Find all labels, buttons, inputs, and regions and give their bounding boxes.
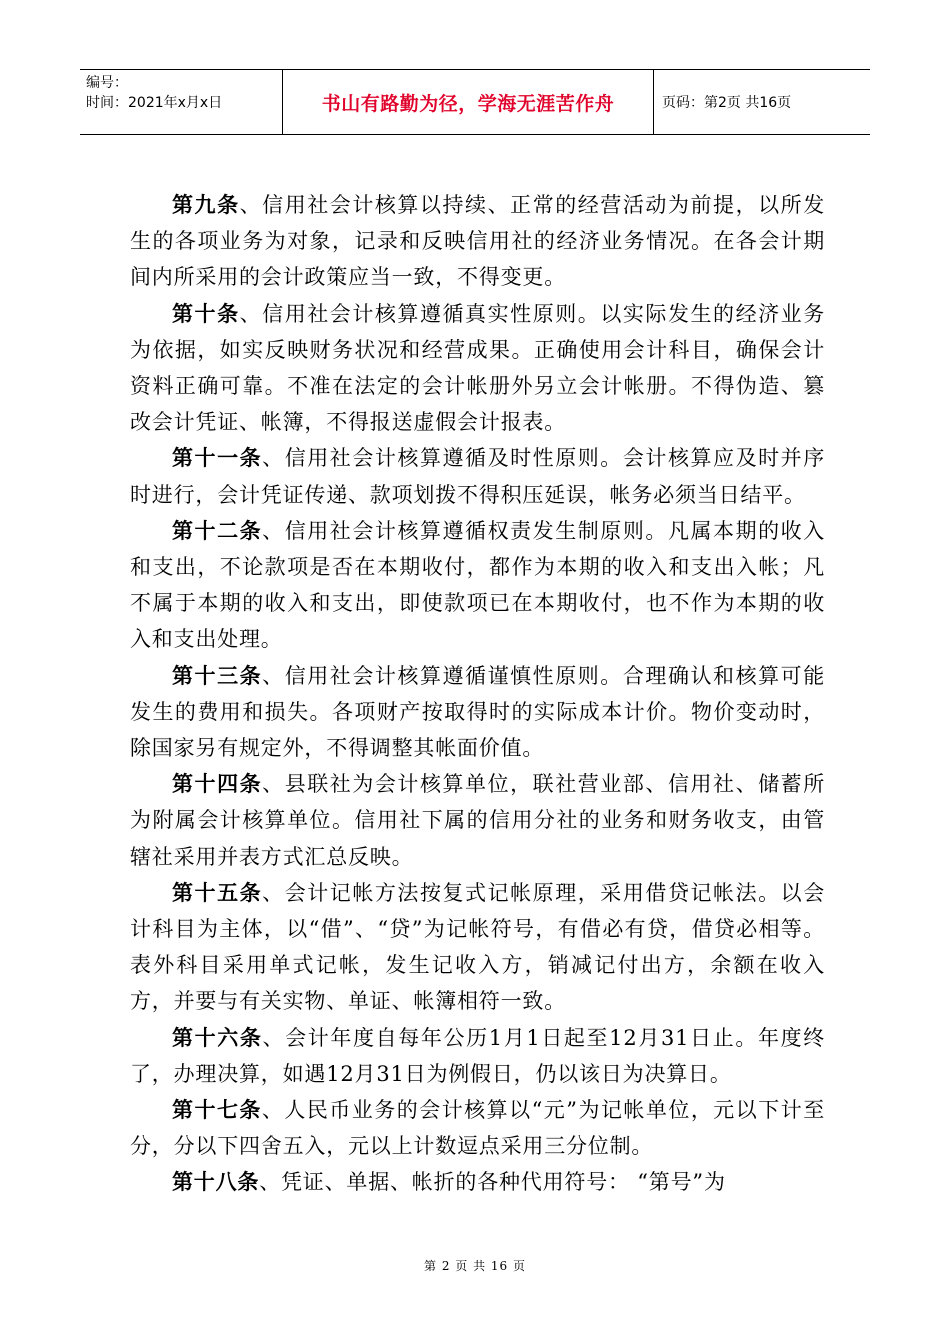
article-title: 第十八条 xyxy=(172,1169,260,1195)
article-text: 、信用社会计核算以持续、正常的经营活动为前提，以所发生的各项业务为对象，记录和反映信用社的经济业务情况。在各会计期间内所采用的会计政策应当一致，不得变更。 xyxy=(130,193,825,290)
article-title: 第十三条 xyxy=(172,662,263,688)
article-title: 第十二条 xyxy=(172,517,263,543)
article-text: 、信用社会计核算遵循谨慎性原则。合理确认和核算可能发生的费用和损失。各项财产按取得时的实际成本计价。物价变动时，除国家另有规定外，不得调整其帐面价值。 xyxy=(130,663,825,761)
article-text: 、会计年度自每年公历1月1日起至12月31日止。年度终了，办理决算，如遇12月31日为例假日，仍以该日为决算日。 xyxy=(130,1025,826,1086)
page-footer: 第 2 页 共 16 页 xyxy=(424,1259,526,1273)
page-header xyxy=(80,69,870,135)
article-text: 、信用社会计核算遵循真实性原则。以实际发生的经济业务为依据，如实反映财务状况和经营成果。正确使用会计科目，确保会计资料正确可靠。不准在法定的会计帐册外另立会计帐册。不得伪造、篡改会计凭证、帐簿，不得报送虚假会计报表。 xyxy=(130,301,825,435)
article-paragraph xyxy=(130,513,825,658)
article-title: 第九条 xyxy=(172,192,240,217)
article-paragraph xyxy=(130,1020,825,1092)
article-text: 、会计记帐方法按复式记帐原理，采用借贷记帐法。以会计科目为主体，以“借”、“贷”为记帐符号，有借必有贷，借贷必相等。表外科目采用单式记帐，发生记收入方，销减记付出方，余额在收入方，并要与有关实物、单证、帐簿相符一致。 xyxy=(130,880,825,1014)
article-text: 、县联社为会计核算单位，联社营业部、信用社、储蓄所为附属会计核算单位。信用社下属的信用分社的业务和财务收支，由管辖社采用并表方式汇总反映。 xyxy=(130,772,825,869)
article-text: 、信用社会计核算遵循及时性原则。会计核算应及时并序时进行，会计凭证传递、款项划拨不得积压延误，帐务必须当日结平。 xyxy=(130,446,825,507)
article-paragraph xyxy=(130,440,825,512)
article-paragraph xyxy=(130,1092,825,1164)
article-paragraph xyxy=(130,296,825,441)
header-meta xyxy=(80,70,283,134)
document-date: 时间：2021年x月x日 xyxy=(86,95,223,111)
article-title: 第十六条 xyxy=(172,1024,263,1050)
article-paragraph xyxy=(130,875,825,1020)
article-title: 第十五条 xyxy=(172,879,263,905)
article-title: 第十条 xyxy=(172,300,240,326)
document-body xyxy=(130,187,825,1201)
article-paragraph xyxy=(130,1164,825,1200)
article-text: 、信用社会计核算遵循权责发生制原则。凡属本期的收入和支出，不论款项是否在本期收付，都作为本期的收入和支出入帐；凡不属于本期的收入和支出，即使款项已在本期收付，也不作为本期的收入和支出处理。 xyxy=(130,518,825,652)
article-paragraph xyxy=(130,187,825,296)
header-page-info: 页码：第2页 共16页 xyxy=(662,95,792,111)
article-text: 、人民币业务的会计核算以“元”为记帐单位，元以下计至分，分以下四舍五入，元以上计数逗点采用三分位制。 xyxy=(130,1098,825,1159)
article-title: 第十一条 xyxy=(172,445,263,471)
article-title: 第十四条 xyxy=(172,771,263,797)
article-paragraph xyxy=(130,766,825,875)
article-paragraph xyxy=(130,658,825,767)
article-title: 第十七条 xyxy=(172,1097,262,1123)
header-motto: 书山有路勤为径，学海无涯苦作舟 xyxy=(283,70,654,134)
document-number-label: 编号： xyxy=(86,75,128,91)
article-text: 、凭证、单据、帐折的各种代用符号： “第号”为 xyxy=(259,1170,726,1195)
